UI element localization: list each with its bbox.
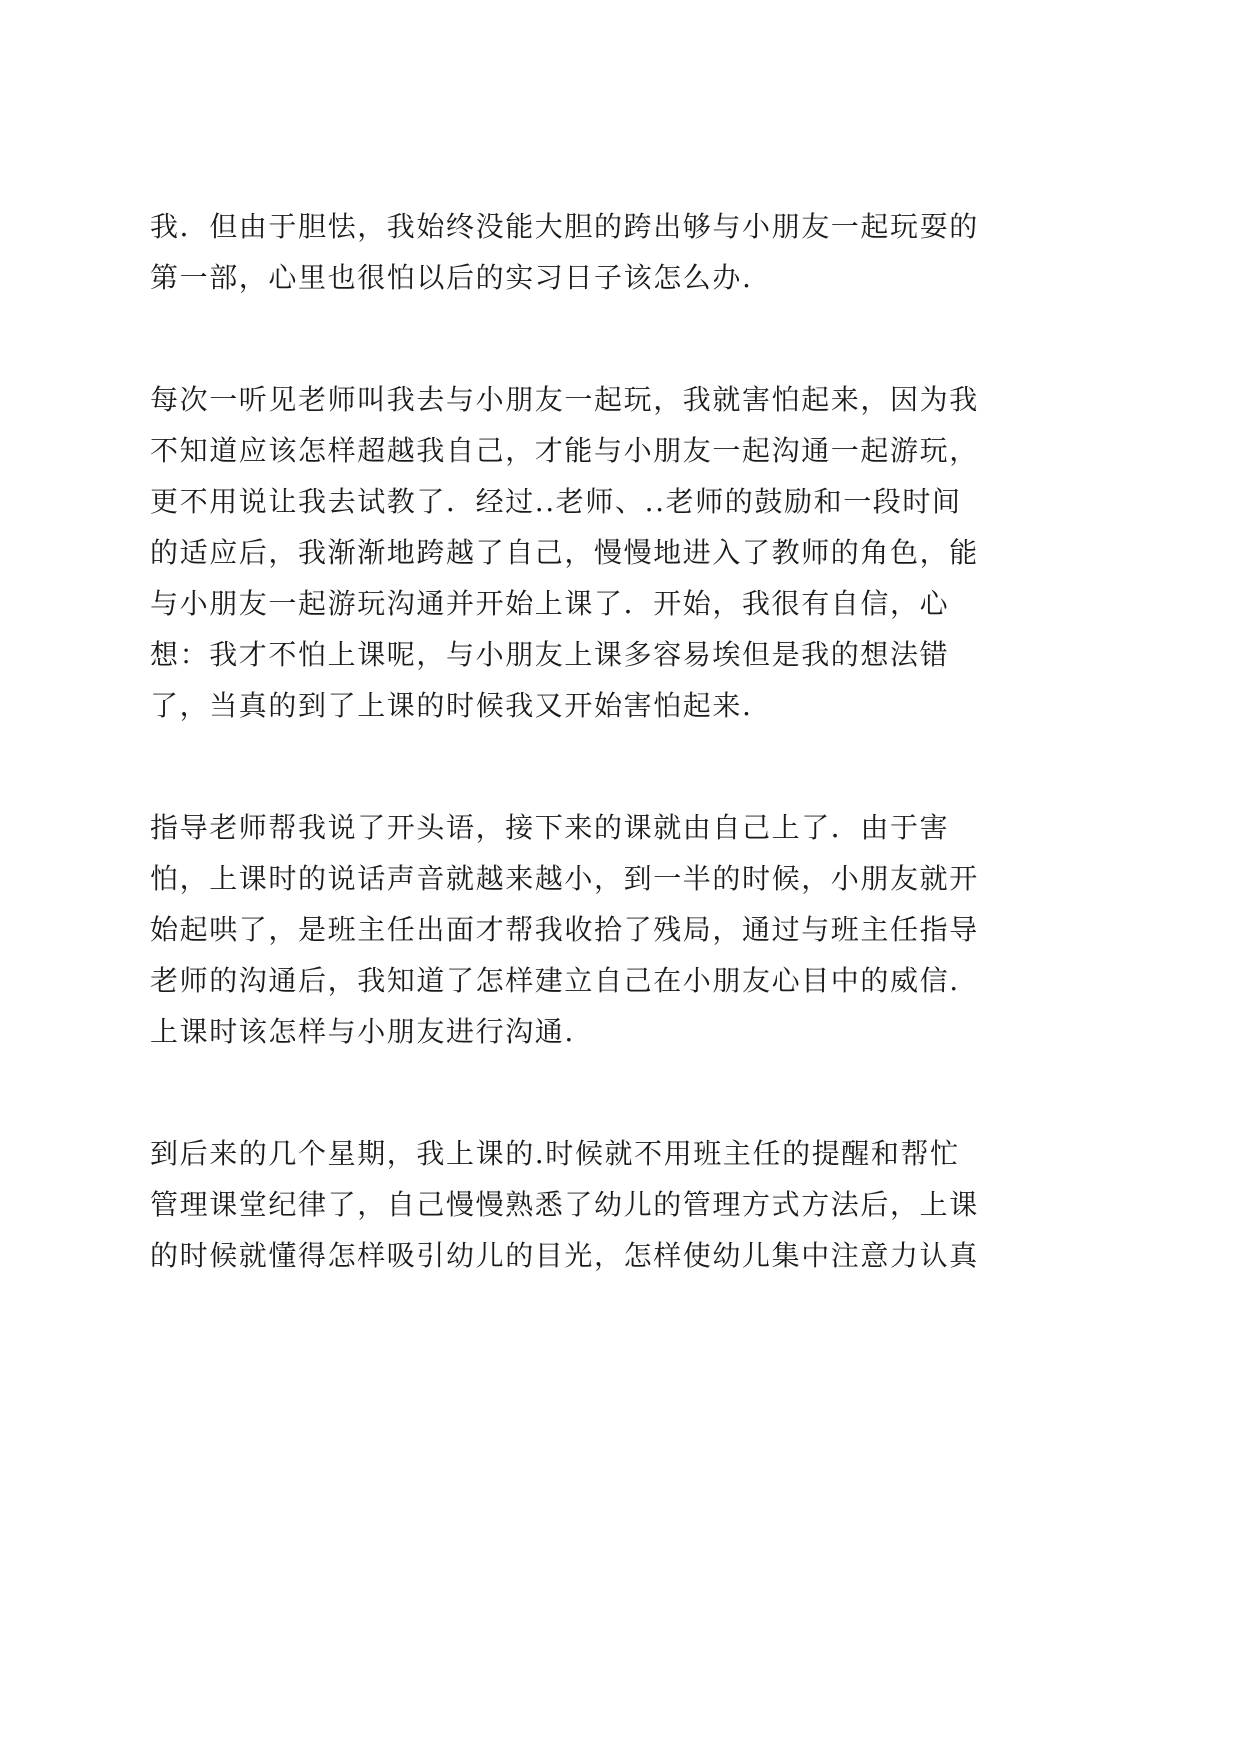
text-line: 上课时该怎样与小朋友进行沟通.	[150, 1015, 575, 1048]
paragraph-spacer	[150, 1057, 988, 1128]
text-line: 的时候就懂得怎样吸引幼儿的目光，怎样使幼儿集中注意力认真	[150, 1239, 979, 1272]
text-line: 老师的沟通后，我知道了怎样建立自己在小朋友心目中的威信.	[150, 964, 960, 997]
paragraph	[150, 1128, 988, 1281]
text-line: 指导老师帮我说了开头语，接下来的课就由自己上了．由于害	[150, 811, 950, 844]
text-line: 到后来的几个星期，我上课的.时候就不用班主任的提醒和帮忙	[150, 1137, 960, 1170]
text-line: 更不用说让我去试教了．经过..老师、..老师的鼓励和一段时间	[150, 485, 962, 518]
text-line: 每次一听见老师叫我去与小朋友一起玩，我就害怕起来，因为我	[150, 383, 979, 416]
text-line: 想：我才不怕上课呢，与小朋友上课多容易埃但是我的想法错	[150, 638, 950, 671]
text-line: 了，当真的到了上课的时候我又开始害怕起来.	[150, 689, 753, 722]
text-line: 我．但由于胆怯，我始终没能大胆的跨出够与小朋友一起玩耍的	[150, 210, 979, 243]
paragraph	[150, 374, 988, 731]
body-text	[150, 201, 988, 1281]
text-line: 怕，上课时的说话声音就越来越小，到一半的时候，小朋友就开	[150, 862, 979, 895]
text-line: 管理课堂纪律了，自己慢慢熟悉了幼儿的管理方式方法后，上课	[150, 1188, 979, 1221]
text-line: 始起哄了，是班主任出面才帮我收拾了残局，通过与班主任指导	[150, 913, 979, 946]
paragraph	[150, 201, 988, 303]
paragraph	[150, 802, 988, 1057]
text-line: 第一部，心里也很怕以后的实习日子该怎么办.	[150, 261, 753, 294]
text-line: 与小朋友一起游玩沟通并开始上课了．开始，我很有自信，心	[150, 587, 950, 620]
text-line: 的适应后，我渐渐地跨越了自己，慢慢地进入了教师的角色，能	[150, 536, 979, 569]
paragraph-spacer	[150, 731, 988, 802]
text-line: 不知道应该怎样超越我自己，才能与小朋友一起沟通一起游玩，	[150, 434, 979, 467]
paragraph-spacer	[150, 303, 988, 374]
